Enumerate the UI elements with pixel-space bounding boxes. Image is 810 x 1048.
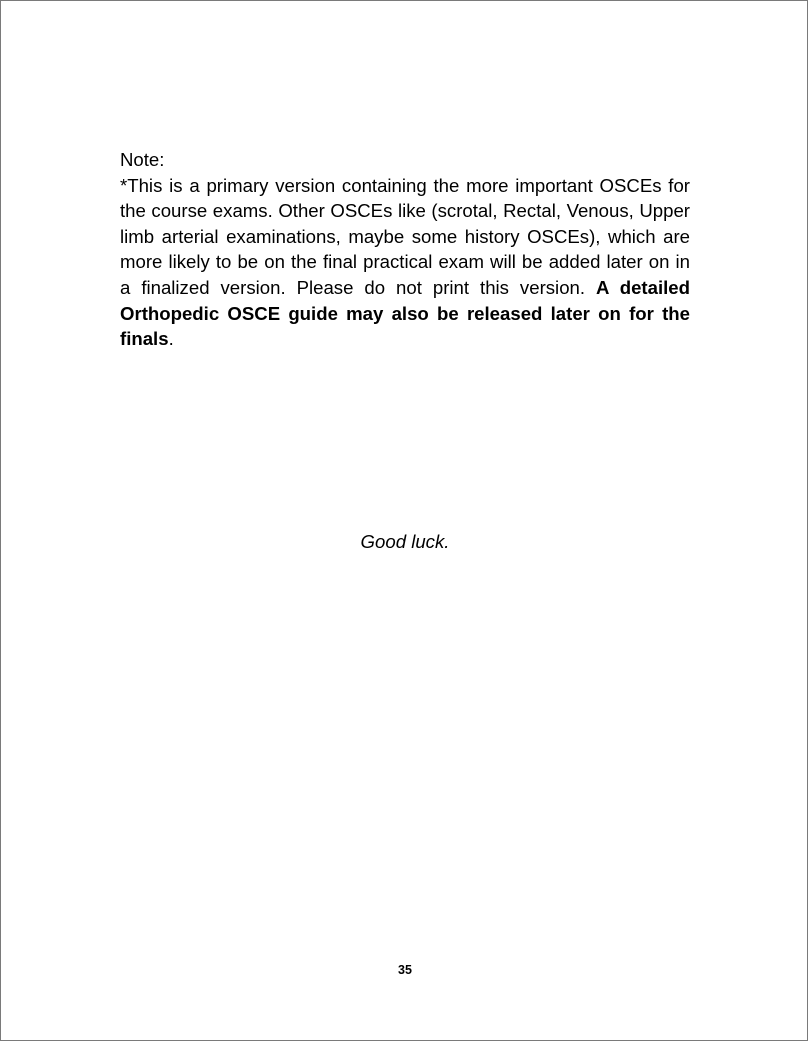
- note-bold-text: A detailed Orthopedic OSCE guide may also be released later on for the finals: [120, 276, 690, 350]
- note-body: [120, 173, 690, 352]
- note-title: Note:: [120, 149, 165, 170]
- note-text: *This is a primary version containing the more important OSCEs for the course exams. Other OSCEs like (scrotal, Rectal, Venous, Upper limb arterial examinations, maybe some history OSCEs), which are more likely to be on the final practical exam will be added later on in a finalized version. Please do not print this version.: [120, 174, 690, 298]
- note-block: [120, 147, 690, 352]
- closing-text: Good luck.: [360, 531, 450, 552]
- page-number: 35: [398, 963, 412, 977]
- note-end-punctuation: .: [168, 328, 174, 350]
